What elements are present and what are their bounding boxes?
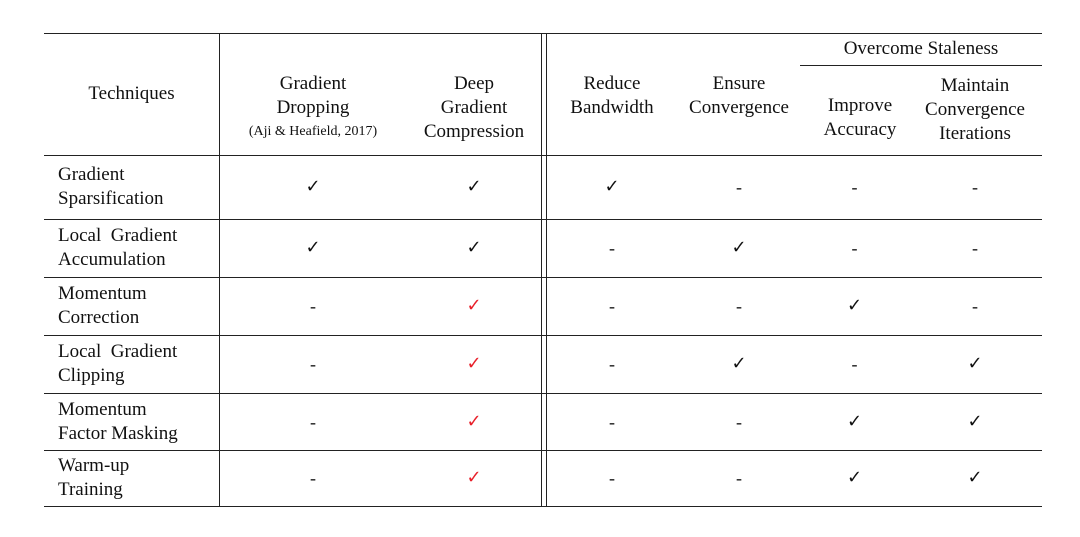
technique-name-line: Factor Masking: [58, 422, 178, 444]
check-mark-icon: ✓: [466, 410, 482, 432]
check-mark-icon: ✓: [967, 353, 983, 374]
technique-name-line: Local Gradient: [58, 225, 178, 246]
dash-mark: -: [736, 296, 742, 316]
header-gradient-dropping: [219, 61, 407, 155]
dash-mark: -: [310, 296, 316, 316]
dash-mark: -: [851, 177, 858, 197]
check-mark-icon: ✓: [466, 176, 482, 197]
header-reduce-bandwidth-line1: Reduce: [583, 73, 641, 94]
comparison-table: [44, 33, 1042, 507]
header-mci-line3: Iterations: [939, 123, 1011, 144]
check-mark-icon: ✓: [604, 176, 620, 197]
dash-mark: -: [609, 238, 615, 258]
check-mark-icon: ✓: [967, 467, 983, 488]
technique-name-line: Warm-up: [58, 455, 130, 476]
header-deep-gradient-compression: [407, 61, 541, 155]
header-dgc-line2: Gradient: [440, 97, 508, 118]
dash-mark: -: [609, 411, 615, 432]
dash-mark: -: [972, 296, 978, 316]
header-maintain-convergence-iterations: [908, 65, 1042, 155]
dash-mark: -: [310, 411, 316, 432]
dash-mark: -: [609, 468, 615, 488]
technique-name-line: Sparsification: [58, 188, 164, 209]
double-divider-a: [541, 33, 542, 507]
header-techniques: [44, 33, 219, 155]
header-reduce-bandwidth-line2: Bandwidth: [570, 97, 654, 118]
check-mark-icon: ✓: [846, 467, 863, 488]
check-mark-icon: ✓: [731, 353, 747, 374]
dash-mark: -: [736, 177, 742, 197]
header-improve-accuracy: [812, 83, 908, 153]
header-gradient-dropping-citation: (Aji & Heafield, 2017): [248, 124, 378, 139]
header-gradient-dropping-line1: Gradient: [279, 73, 347, 94]
table-row-technique: [58, 450, 218, 506]
header-mci-line1: Maintain: [940, 75, 1010, 96]
check-mark-icon: ✓: [466, 295, 482, 316]
header-improve-accuracy-line1: Improve: [827, 95, 893, 116]
table-row-technique: [58, 335, 218, 393]
dash-mark: -: [609, 296, 615, 316]
check-mark-icon: ✓: [305, 176, 321, 197]
technique-name-line: Local Gradient: [58, 341, 178, 362]
dash-mark: -: [736, 411, 742, 432]
technique-name-line: Clipping: [58, 365, 125, 386]
header-ensure-convergence: [677, 61, 801, 131]
header-mci-line2: Convergence: [925, 99, 1025, 120]
check-mark-icon: ✓: [846, 295, 863, 316]
dash-mark: -: [310, 468, 316, 488]
technique-name-line: Gradient: [58, 164, 125, 185]
table-row-technique: [58, 219, 218, 277]
check-mark-icon: ✓: [466, 467, 482, 488]
header-ensure-convergence-line2: Convergence: [689, 97, 789, 118]
dash-mark: -: [851, 238, 858, 258]
table-row-technique: [58, 393, 218, 450]
check-mark-icon: ✓: [846, 410, 863, 432]
header-ensure-convergence-line1: Ensure: [712, 73, 766, 94]
header-overcome-staleness-text: Overcome Staleness: [843, 38, 999, 59]
dash-mark: -: [972, 238, 978, 258]
technique-name-line: Momentum: [58, 283, 147, 304]
table-row-technique: [58, 277, 218, 335]
header-gradient-dropping-line2: Dropping: [276, 97, 350, 118]
check-mark-icon: ✓: [967, 410, 983, 432]
dash-mark: -: [851, 354, 858, 374]
dash-mark: -: [609, 354, 615, 374]
technique-name-line: Accumulation: [58, 249, 166, 270]
dash-mark: -: [736, 468, 742, 488]
bottom-rule: [44, 506, 1042, 507]
header-overcome-staleness: [800, 35, 1042, 63]
technique-name-line: Correction: [58, 307, 140, 328]
header-dgc-line1: Deep: [453, 73, 495, 94]
table-row-technique: [58, 155, 218, 219]
dash-mark: -: [972, 177, 978, 197]
check-mark-icon: ✓: [466, 237, 482, 258]
technique-name-line: Momentum: [58, 398, 147, 420]
technique-name-line: Training: [58, 479, 123, 500]
header-reduce-bandwidth: [547, 61, 677, 131]
header-improve-accuracy-line2: Accuracy: [823, 119, 897, 140]
dash-mark: -: [310, 354, 316, 374]
header-dgc-line3: Compression: [423, 121, 525, 142]
check-mark-icon: ✓: [466, 353, 482, 374]
check-mark-icon: ✓: [731, 237, 747, 258]
check-mark-icon: ✓: [305, 237, 321, 258]
header-techniques-text: Techniques: [88, 83, 175, 104]
